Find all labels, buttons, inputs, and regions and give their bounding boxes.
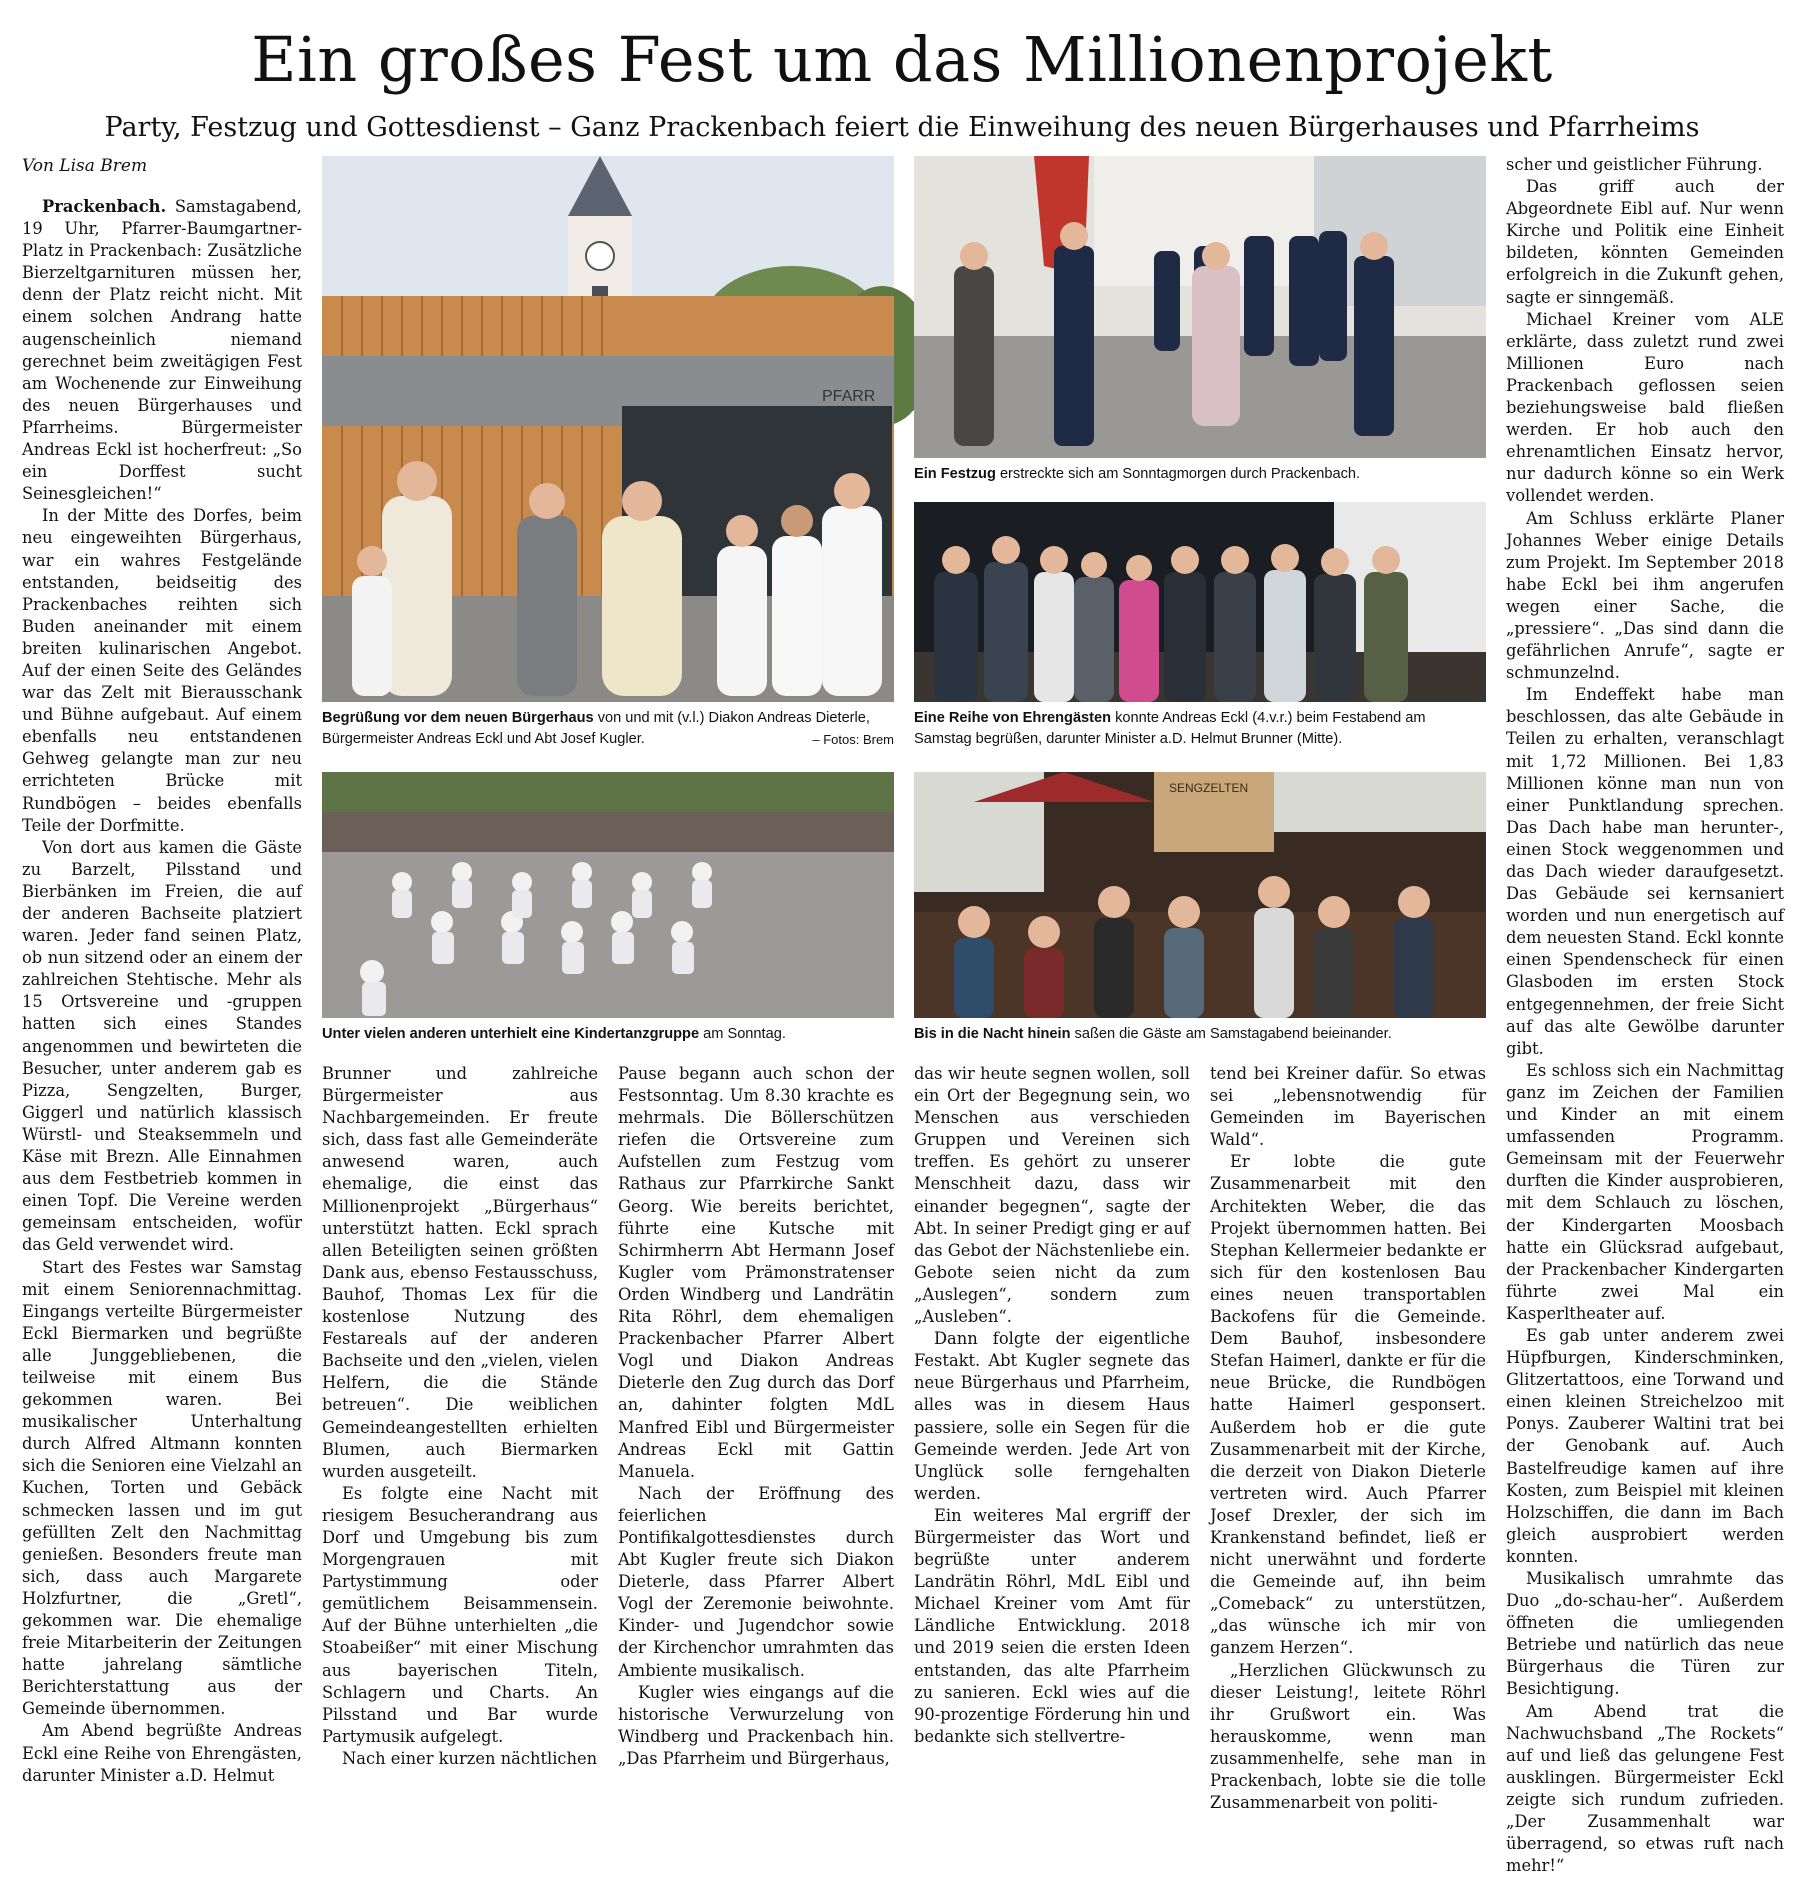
paragraph: Michael Kreiner vom ALE erklärte, dass zuletzt rund zwei Millionen Euro nach Prackenbach geflossen seien beziehungsweise bald fließen werden. Er hob auch den ehrenamtlichen Einsatz hervor, nur dadurch könne so ein Werk vollendet werden. [1506,309,1784,506]
paragraph: Am Abend trat die Nachwuchsband „The Rockets“ auf und ließ das gelungene Fest ausklingen. Bürgermeister Eckl zeigte sich rundum zufrieden. „Der Zusammenhalt war überragend, so etwas ruft nach mehr!“ [1506,1701,1784,1876]
paragraph: Das griff auch der Abgeordnete Eibl auf. Nur wenn Kirche und Politik eine Einheit bildeten, könnten Gemeinden erfolgreich in die Zukunft gehen, sagte er sinngemäß. [1506,177,1784,307]
photo-caption: Unter vielen anderen unterhielt eine Kindertanzgruppe am Sonntag. [322,1026,786,1042]
paragraph: Es folgte eine Nacht mit riesigem Besucherandrang aus Dorf und Umgebung bis zum Morgengrauen mit Partystimmung oder gemütlichem Beisammensein. Auf der Bühne unterhielten „die Stoabeißer“ mit einer Mischung aus bayerischen Titeln, Schlagern und Charts. An Pilsstand und Bar wurde Partymusik aufgelegt. [322,1483,598,1746]
article-column-6 [1506,154,1784,1876]
paragraph: Im Endeffekt habe man beschlossen, das alte Gebäude in Teilen zu erhalten, veranschlagt mit 1,72 Millionen. Bei 1,83 Millionen könne man nun von einer Punktlandung sprechen. Das Dach habe man herunter-, einen Stock weggenommen und das Dach wieder daraufgesetzt. Das Gebäude sei kernsaniert worden und nun energetisch auf dem neuesten Stand. Eckl konnte einen Spendenscheck für einen Glasboden im ersten Stock entgegennehmen, der freie Sicht auf das alte Gewölbe darunter gibt. [1506,685,1784,1058]
dateline: Prackenbach. [42,197,167,216]
paragraph: das wir heute segnen wollen, soll ein Ort der Begegnung sein, wo Menschen aus verschieden Gruppen und Vereinen sich treffen. Es gehört zu unserer Menschheit dazu, dass wir einander begegnen“, sagte der Abt. In seiner Predigt ging er auf das Gebot der Nächstenliebe ein. Gebote seien nicht da zum „Auslegen“, sondern zum „Ausleben“. [914,1064,1190,1327]
article-column-1 [22,196,302,1785]
paragraph: Am Schluss erklärte Planer Johannes Weber einige Details zum Projekt. Im September 2018 habe Eckl bei ihm angerufen wegen einer Sache, die „pressiere“. „Das sind dann die gefährlichen Anrufe“, sagte er schmunzelnd. [1506,508,1784,683]
sengzelten-sign: SENGZELTEN [1169,781,1249,795]
paragraph: In der Mitte des Dorfes, beim neu eingeweihten Bürgerhaus, war ein wahres Festgelände entstanden, beidseitig des Prackenbaches reihten sich Buden aneinander mit einem breiten kulinarischen Angebot. Auf der einen Seite des Geländes war das Zelt mit Bierausschank und Bühne aufgebaut. Auf einem ebenfalls neu entstandenen Gehweg gelangte man zur neu errichteten Brücke mit Rundbögen – beides ebenfalls Teile der Dorfmitte. [22,506,302,835]
article-column-5 [1210,1063,1486,1813]
paragraph: scher und geistlicher Führung. [1506,155,1763,174]
paragraph: tend bei Kreiner dafür. So etwas sei „lebensnotwendig für Gemeinden im Bayerischen Wald“. [1210,1064,1486,1150]
subheadline: Party, Festzug und Gottesdienst – Ganz Prackenbach feiert die Einweihung des neuen Bürgerhauses und Pfarrheims [104,112,1700,143]
paragraph: Nach der Eröffnung des feierlichen Pontifikalgottesdienstes durch Abt Kugler freute sich Diakon Dieterle, dass Pfarrer Albert Vogl der Zeremonie beiwohnte. Kinder- und Jugendchor sowie der Kirchenchor umrahmten das Ambiente musikalisch. [618,1483,894,1680]
paragraph: Es schloss sich ein Nachmittag ganz im Zeichen der Familien und Kinder an mit einem umfassenden Programm. Gemeinsam mit der Feuerwehr durften die Kinder ausprobieren, mit dem Schlauch zu löschen, der Kindergarten Moosbach hatte ein Glücksrad aufgebaut, der Prackenbacher Kindergarten führte zwei Mal ein Kasperltheater auf. [1506,1060,1784,1323]
paragraph: Start des Festes war Samstag mit einem Seniorennachmittag. Eingangs verteilte Bürgermeister Eckl Biermarken und begrüßte alle Junggebliebenen, die teilweise mit einem Bus gekommen waren. Bei musikalischer Unterhaltung durch Alfred Altmann konnten sich die Senioren eine Vielzahl an Kuchen, Torten und Gebäck schmecken lassen und im gut gefüllten Zelt den Nachmittag genießen. Besonders freute man sich, dass auch Margarete Holzfurtner, die „Gretl“, gekommen war. Die ehemalige freie Mitarbeiterin der Zeitungen hatte jahrelang sämtliche Berichterstattung aus der Gemeinde übernommen. [22,1257,302,1719]
photo-caption: Begrüßung vor dem neuen Bürgerhaus von und mit (v.l.) Diakon Andreas Dieterle, Bürgermeister Andreas Eckl und Abt Josef Kugler. – Fotos: Brem [322,708,894,750]
paragraph: Kugler wies eingangs auf die historische Verwurzelung von Windberg und Prackenbach hin. „Das Pfarrheim und Bürgerhaus, [618,1682,894,1768]
pfarrheim-sign: PFARR [822,388,876,405]
photo-buergerhaus-greeting [322,156,894,702]
photo-caption: Eine Reihe von Ehrengästen konnte Andreas Eckl (4.v.r.) beim Festabend am Samstag begrüßen, darunter Minister a.D. Helmut Brunner (Mitte). [914,710,1426,747]
paragraph: Brunner und zahlreiche Bürgermeister aus Nachbargemeinden. Er freute sich, dass fast alle Gemeinderäte anwesend waren, auch ehemalige, die einst das Millionenprojekt „Bürgerhaus“ unterstützt hatten. Eckl sprach allen Beteiligten seinen größten Dank aus, ebenso Festausschuss, Bauhof, Thomas Lex für die kostenlose Nutzung des Festareals auf der anderen Bachseite und den „vielen, vielen Helfern, die die Stände betreuen“. Die weiblichen Gemeindeangestellten erhielten Blumen, auch Biermarken wurden ausgeteilt. [322,1064,598,1481]
paragraph: Pause begann auch schon der Festsonntag. Um 8.30 krachte es mehrmals. Die Böllerschützen riefen die Ortsvereine zum Aufstellen zum Festzug vom Rathaus zur Pfarrkirche Sankt Georg. Wie bereits berichtet, führte eine Kutsche mit Schirmherrn Abt Hermann Josef Kugler vom Prämonstratenser Orden Windberg und Landrätin Rita Röhrl, dem ehemaligen Prackenbacher Pfarrer Albert Vogl und Diakon Andreas Dieterle den Zug durch das Dorf an, dahinter folgten MdL Manfred Eibl und Bürgermeister Andreas Eckl mit Gattin Manuela. [618,1064,894,1481]
article-column-3 [618,1063,894,1768]
paragraph: Er lobte die gute Zusammenarbeit mit den Architekten Weber, die das Projekt übernommen hatten. Bei Stephan Kellermeier bedankte er sich für den kostenlosen Bau eines neuen transportablen Backofens für die Gemeinde. Dem Bauhof, insbesondere Stefan Haimerl, dankte er für die neue Brücke, die Rundbögen hatte Haimerl gesponsert. Außerdem hob er die gute Zusammenarbeit mit der Kirche, die derzeit von Diakon Dieterle vertreten wird. Auch Pfarrer Josef Drexler, der sich im Krankenstand befindet, ließ er nicht unerwähnt und forderte die Gemeinde auf, ihn beim „Comeback“ zu unterstützen, „das wünsche ich mir von ganzem Herzen“. [1210,1152,1486,1658]
paragraph: „Herzlichen Glückwunsch zu dieser Leistung!, leitete Röhrl ihr Grußwort ein. Was herauskomme, wenn man zusammenhelfe, sehe man in Prackenbach, lobte sie die tolle Zusammenarbeit von politi- [1210,1660,1486,1813]
article-column-4 [914,1063,1190,1746]
photo-festzug [914,156,1486,458]
paragraph: Am Abend begrüßte Andreas Eckl eine Reihe von Ehrengästen, darunter Minister a.D. Helmut [22,1721,302,1785]
paragraph: Von dort aus kamen die Gäste zu Barzelt, Pilsstand und Bierbänken im Freien, die auf der anderen Bachseite platziert waren. Jeder fand seinen Platz, ob nun sitzend oder an einem der zahlreichen Stehtische. Mehr als 15 Ortsvereine und -gruppen hatten sich eines Standes angenommen und bewirteten die Besucher, unter anderem gab es Pizza, Sengzelten, Burger, Giggerl und natürlich klassisch Würstl- und Steaksemmeln und Käse mit Brezn. Alle Einnahmen aus dem Festbetrieb kommen in einen Topf. Die Vereine werden gemeinsam entscheiden, wofür das Geld verwendet wird. [22,837,302,1255]
paragraph: Dann folgte der eigentliche Festakt. Abt Kugler segnete das neue Bürgerhaus und Pfarrheim, alles was in diesem Haus passiere, solle ein Segen für die Gemeinde werden. Jede Art von Unglück solle ferngehalten werden. [914,1329,1190,1503]
photo-caption: Ein Festzug erstreckte sich am Sonntagmorgen durch Prackenbach. [914,466,1361,482]
photo-nacht [914,772,1486,1018]
paragraph: Nach einer kurzen nächtlichen [342,1748,598,1768]
headline: Ein großes Fest um das Millionenprojekt [251,23,1553,96]
photo-kindertanzgruppe [322,772,894,1018]
paragraph: Prackenbach. Samstagabend, 19 Uhr, Pfarrer-Baumgartner-Platz in Prackenbach: Zusätzliche Bierzeltgarnituren müssen her, denn der Platz reicht nicht. Mit einem solchen Andrang hatte augenscheinlich niemand gerechnet beim zweitägigen Fest am Wochenende zur Einweihung des neuen Bürgerhauses und Pfarrheims. Bürgermeister Andreas Eckl ist hocherfreut: „So ein Dorffest sucht Seinesgleichen!“ [22,197,302,504]
paragraph: Ein weiteres Mal ergriff der Bürgermeister das Wort und begrüßte unter anderem Landrätin Röhrl, MdL Eibl und Michael Kreiner vom Amt für Ländliche Entwicklung. 2018 und 2019 seien die ersten Ideen entstanden, das alte Pfarrheim zu sanieren. Eckl wies auf die 90-prozentige Förderung hin und bedankte sich stellvertre- [914,1505,1190,1746]
paragraph: Es gab unter anderem zwei Hüpfburgen, Kinderschminken, Glitzertattoos, eine Torwand und einen kleinen Streichelzoo mit Ponys. Zauberer Waltini trat bei der Genobank auf. Auch Bastelfreudige kamen auf ihre Kosten, zum Beispiel mit kleinen Holzschiffen, die dann im Bach gleich ausprobiert werden konnten. [1506,1325,1784,1566]
photo-credit: – Fotos: Brem [812,732,894,747]
paragraph: Musikalisch umrahmte das Duo „do-schau-her“. Außerdem öffneten die umliegenden Betriebe und natürlich das neue Bürgerhaus die Türen zur Besichtigung. [1506,1569,1784,1699]
byline: Von Lisa Brem [22,156,148,176]
photo-caption: Bis in die Nacht hinein saßen die Gäste am Samstagabend beieinander. [914,1026,1392,1042]
article-column-2 [322,1063,598,1768]
photo-ehrengaeste [914,502,1486,702]
